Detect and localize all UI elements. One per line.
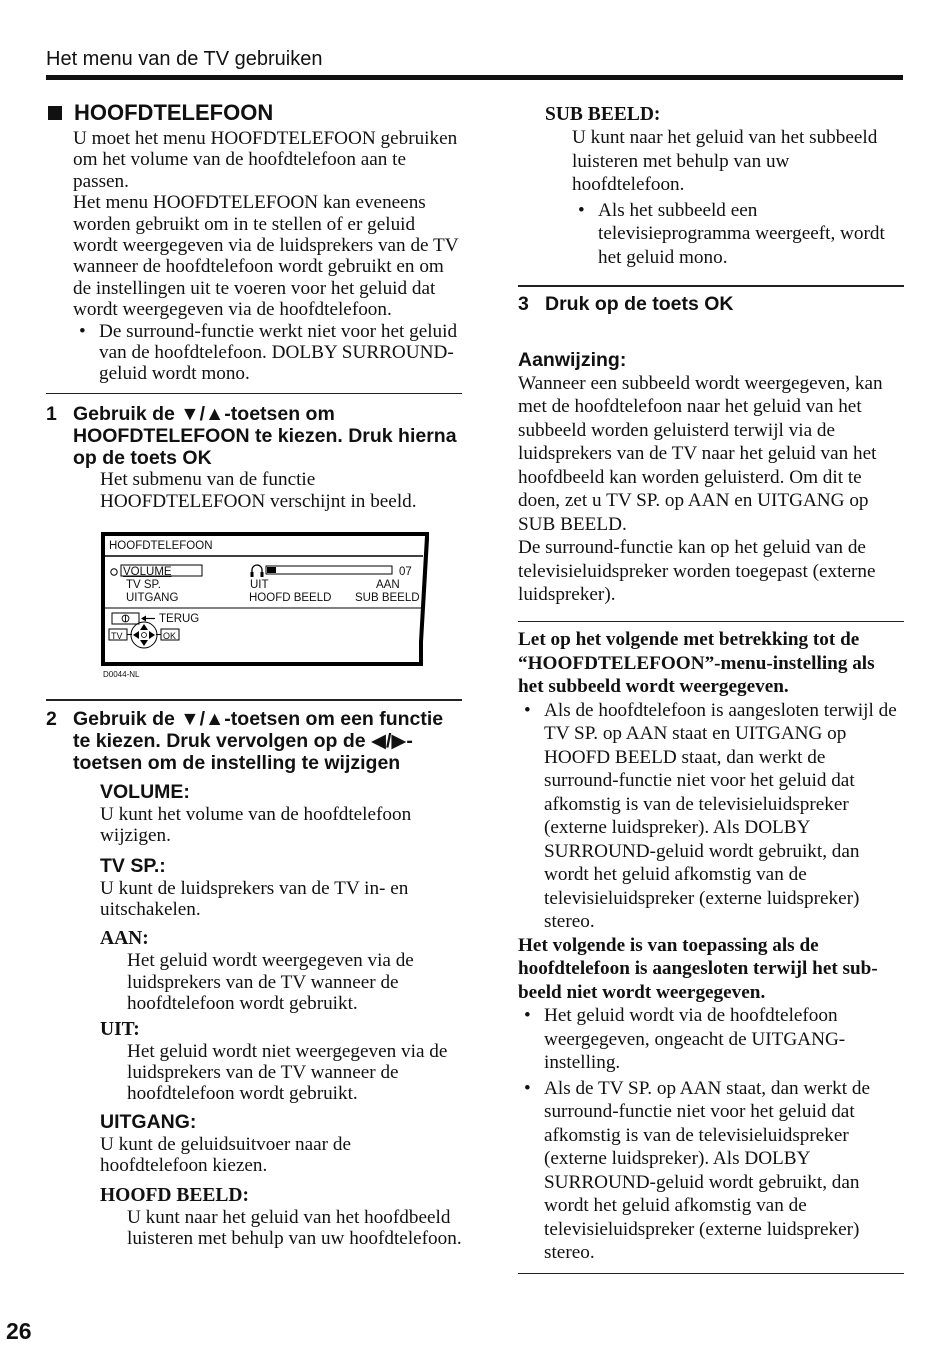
divider: [46, 393, 462, 395]
osd-item-tvsp: TV SP.: [126, 579, 161, 592]
osd-item-uitgang: UITGANG: [126, 592, 179, 605]
osd-back-label: TERUG: [159, 613, 200, 626]
caution2-bullet-1-text: Het geluid wordt via de hoofdtelefoon weergegeven, ongeacht de UITGANG-instelling.: [544, 1005, 846, 1073]
divider: [518, 1273, 904, 1275]
step-number: 1: [46, 403, 57, 426]
note-text-1: Wanneer een subbeeld wordt weergegeven, kan met de hoofdtelefoon naar het geluid van het subbeeld worden geluisterd terwijl via de luidsprekers van de TV naar het geluid van het hoofdbeeld kan worden geluisterd. Om dit te doen, zet u TV SP. op AAN en UITGANG op SUB BEELD.: [518, 372, 883, 535]
uit-heading: UIT:: [100, 1018, 140, 1040]
aan-heading: AAN:: [100, 928, 149, 950]
note-heading: Aanwijzing:: [518, 348, 627, 371]
divider: [518, 285, 904, 287]
figure-code: D0044-NL: [103, 670, 140, 680]
intro-bullet-text: De surround-functie werkt niet voor het geluid van de hoofdtelefoon. DOLBY SURROUND-geluid wordt mono.: [99, 320, 458, 385]
hoofd-beeld-text: U kunt naar het geluid van het hoofdbeeld luisteren met behulp van uw hoofdtelefoon.: [127, 1206, 462, 1249]
osd-title: HOOFDTELEFOON: [109, 540, 213, 553]
bullet-dot: •: [524, 1005, 531, 1026]
step-number: 2: [46, 707, 57, 730]
osd-tv-key: TV: [111, 631, 123, 642]
tvsp-heading: TV SP.:: [100, 854, 166, 877]
volume-text: U kunt het volume van de hoofdtelefoon wijzigen.: [100, 803, 412, 847]
left-column: [46, 100, 462, 1249]
uit-text: Het geluid wordt niet weergegeven via de luidsprekers van de TV wanneer de hoofdtelefoon wordt gebruikt.: [127, 1040, 448, 1105]
page-number: 26: [6, 1318, 32, 1344]
caution-bullet-1: [518, 699, 904, 934]
caution-heading: Let op het volgende met betrekking tot de “HOOFDTELEFOON”-menu-instelling als het subbeeld wordt weergegeven.: [518, 629, 875, 697]
intro-paragraph-2: Het menu HOOFDTELEFOON kan eveneens worden gebruikt om in te stellen of er geluid wordt weergegeven via de luidsprekers van de TV wanneer de hoofdtelefoon wordt gebruikt en om de instellingen uit te voeren voor het geluid dat wordt weergegeven via de hoofdtelefoon.: [73, 192, 459, 321]
running-header: Het menu van de TV gebruiken: [46, 48, 323, 70]
osd-menu-figure: [101, 532, 429, 666]
divider: [46, 699, 462, 701]
caution2-bullet-2-text: Als de TV SP. op AAN staat, dan werkt de surround-functie niet voor het geluid dat afkomstig is van de televisieluidspreker (externe luidspreker). Als DOLBY SURROUND-geluid wordt gebruikt, dan wordt het geluid afkomstig van de televisieluidspreker (externe luidspreker) stereo.: [544, 1077, 870, 1263]
osd-ok-key: OK: [163, 631, 177, 642]
bullet-dot: •: [524, 1077, 531, 1099]
caution2-heading: Het volgende is van toepassing als de hoofdtelefoon is aangesloten terwijl het sub-beeld niet wordt weergegeven.: [518, 934, 878, 1003]
osd-tvsp-right: AAN: [376, 579, 400, 592]
note-text-2: De surround-functie kan op het geluid van de televisieluidspreker worden toegepast (externe luidspreker).: [518, 537, 876, 605]
osd-out-left: HOOFD BEELD: [249, 592, 332, 605]
volume-heading: VOLUME:: [100, 780, 190, 803]
section-heading: [46, 100, 462, 126]
step-title: Gebruik de ▼/▲-toetsen om een functie te kiezen. Druk vervolgen op de ◀/▶-toetsen om de instelling te wijzigen: [73, 707, 444, 774]
uitgang-text: U kunt de geluidsuitvoer naar de hoofdtelefoon kiezen.: [100, 1133, 351, 1177]
step-1-text: Het submenu van de functie HOOFDTELEFOON verschijnt in beeld.: [100, 469, 417, 512]
divider: [518, 621, 904, 623]
bullet-dot: •: [79, 320, 86, 342]
intro-bullet: [73, 321, 462, 385]
right-column: [518, 100, 904, 1274]
hoofd-beeld-heading: HOOFD BEELD:: [100, 1184, 249, 1206]
sub-beeld-bullet: [572, 199, 904, 270]
header-rule: [46, 75, 903, 80]
osd-item-volume: VOLUME: [123, 566, 172, 579]
section-heading-text: HOOFDTELEFOON: [74, 100, 274, 125]
osd-volume-value: 07: [399, 566, 412, 579]
step-number: 3: [518, 292, 529, 315]
osd-out-right: SUB BEELD: [355, 592, 420, 605]
sub-beeld-text: U kunt naar het geluid van het subbeeld luisteren met behulp van uw hoofdtelefoon.: [572, 127, 878, 195]
caution2-bullet-2: [518, 1077, 904, 1265]
uitgang-heading: UITGANG:: [100, 1110, 197, 1133]
step-title: Druk op de toets OK: [545, 292, 734, 315]
tvsp-text: U kunt de luidsprekers van de TV in- en uitschakelen.: [100, 877, 409, 920]
bullet-dot: •: [524, 699, 531, 721]
caution2-bullet-1: [518, 1004, 904, 1075]
caution-bullet-1-text: Als de hoofdtelefoon is aangesloten terwijl de TV SP. op AAN staat en UITGANG op HOOFD BEELD staat, dan werkt de surround-functie niet voor het geluid dat afkomstig is van de televisieluidspreker (externe luidspreker). Als DOLBY SURROUND-geluid wordt gebruikt, dan wordt het geluid afkomstig van de televisieluidspreker (externe luidspreker) stereo.: [544, 699, 897, 932]
sub-beeld-bullet-text: Als het subbeeld een televisieprogramma weergeeft, wordt het geluid mono.: [598, 199, 885, 268]
sub-beeld-heading: SUB BEELD:: [545, 104, 661, 125]
aan-text: Het geluid wordt weergegeven via de luidsprekers van de TV wanneer de hoofdtelefoon wordt gebruikt.: [127, 950, 414, 1015]
bullet-dot: •: [578, 199, 585, 221]
step-title: Gebruik de ▼/▲-toetsen om HOOFDTELEFOON te kiezen. Druk hierna op de toets OK: [73, 403, 457, 470]
square-bullet-icon: [48, 106, 62, 120]
step-2: [46, 708, 462, 774]
osd-tvsp-left: UIT: [250, 579, 269, 592]
intro-paragraph-1: U moet het menu HOOFDTELEFOON gebruiken om het volume van de hoofdtelefoon aan te passen.: [73, 128, 458, 192]
step-3: [518, 293, 904, 315]
step-1: [46, 403, 462, 469]
